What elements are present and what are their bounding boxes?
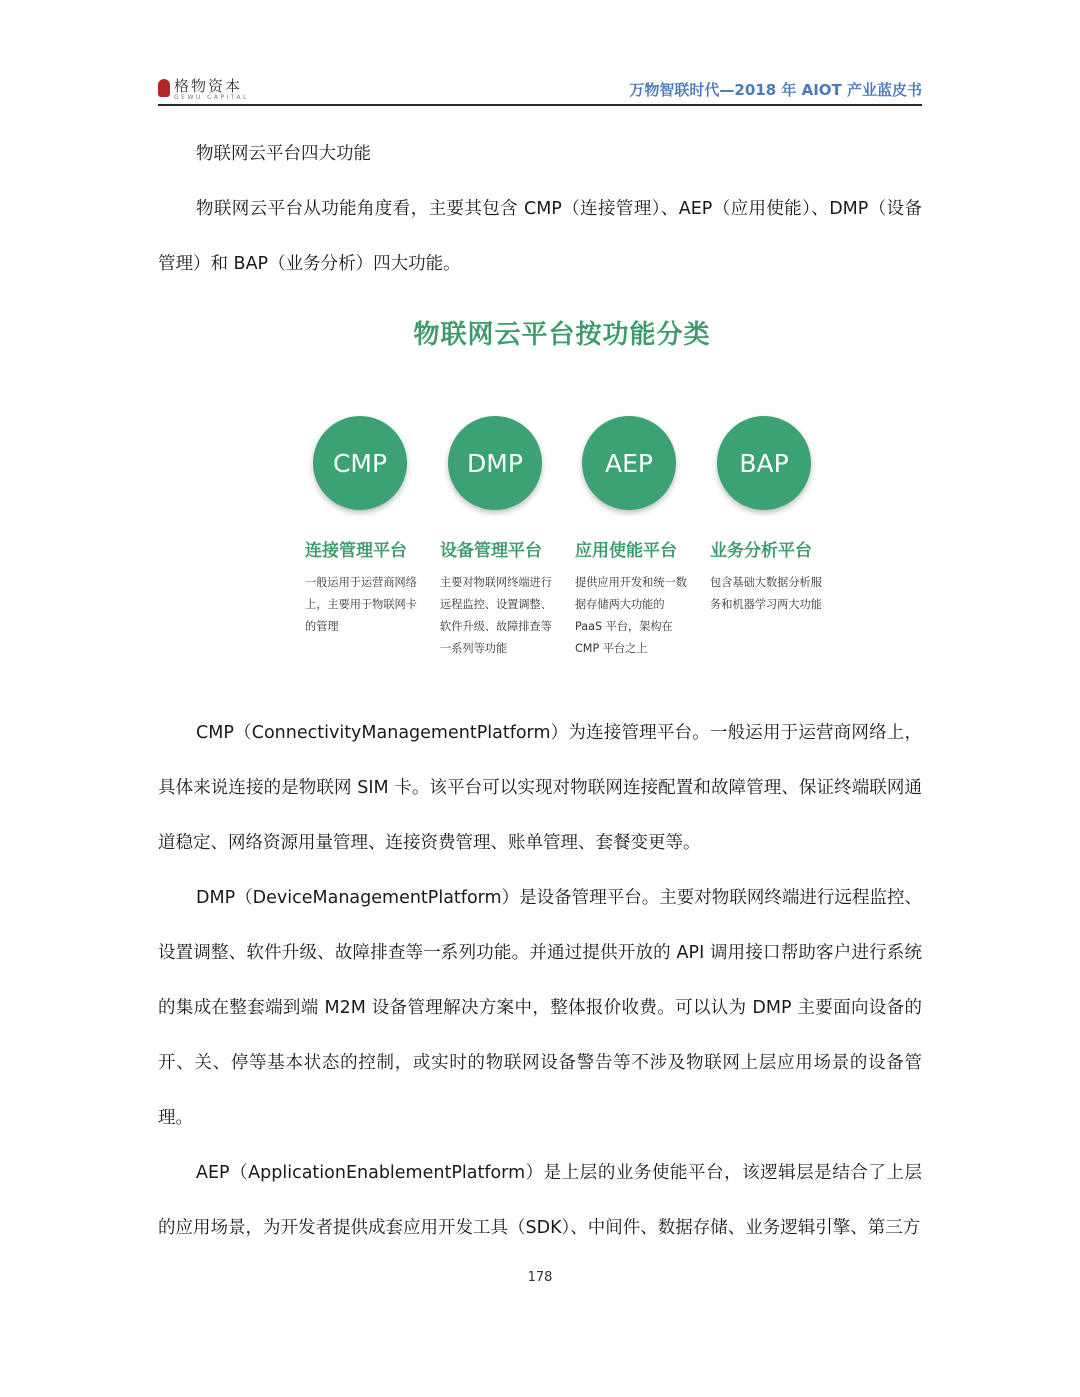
bap-circle: BAP — [717, 416, 811, 510]
cmp-paragraph: CMP（ConnectivityManagementPlatform）为连接管理平台。一般运用于运营商网络上，具体来说连接的是物联网 SIM 卡。该平台可以实现对物联网连接配置和故障管理、保证终端联网通道稳定、网络资源用量管理、连接资费管理、账单管理、套餐变更等。 — [158, 723, 922, 853]
aep-description: 提供应用开发和统一数据存储两大功能的PaaS 平台，架构在 CMP 平台之上 — [575, 576, 687, 655]
dmp-title: 设备管理平台 — [440, 541, 542, 561]
intro-paragraph: 物联网云平台从功能角度看，主要其包含 CMP（连接管理）、AEP（应用使能）、DMP（设备管理）和 BAP（业务分析）四大功能。 — [158, 199, 922, 274]
aep-circle: AEP — [582, 416, 676, 510]
figure-title: 物联网云平台按功能分类 — [413, 320, 711, 350]
bap-description: 包含基础大数据分析服务和机器学习两大功能 — [710, 576, 822, 611]
section-heading: 物联网云平台四大功能 — [196, 144, 371, 164]
dmp-description: 主要对物联网终端进行远程监控、设置调整、软件升级、故障排查等一系列等功能 — [440, 576, 552, 655]
logo-mark-icon — [158, 79, 170, 97]
publisher-logo — [158, 78, 249, 102]
dmp-circle: DMP — [448, 416, 542, 510]
cmp-title: 连接管理平台 — [305, 541, 407, 561]
logo-text: 格物资本 — [174, 77, 243, 95]
aep-title: 应用使能平台 — [575, 541, 677, 561]
aep-paragraph: AEP（ApplicationEnablementPlatform）是上层的业务使能平台，该逻辑层是结合了上层的应用场景，为开发者提供成套应用开发工具（SDK）、中间件、数据存储、业务逻辑引擎、第三方 — [158, 1163, 922, 1238]
bap-title: 业务分析平台 — [710, 541, 812, 561]
page-number: 178 — [527, 1270, 553, 1285]
page-header — [158, 72, 922, 106]
dmp-paragraph: DMP（DeviceManagementPlatform）是设备管理平台。主要对物联网终端进行远程监控、设置调整、软件升级、故障排查等一系列功能。并通过提供开放的 API 调用接口帮助客户进行系统的集成在整套端到端 M2M 设备管理解决方案中，整体报价收费。可以认为 DMP 主要面向设备的开、关、停等基本状态的控制，或实时的物联网设备警告等不涉及物联网上层应用场景的设备管理。 — [158, 888, 922, 1128]
document-title: 万物智联时代—2018 年 AIOT 产业蓝皮书 — [629, 81, 922, 99]
cmp-description: 一般运用于运营商网络上，主要用于物联网卡的管理 — [305, 576, 417, 633]
logo-subtext: GEWU CAPITAL — [174, 94, 249, 101]
cmp-circle: CMP — [313, 416, 407, 510]
